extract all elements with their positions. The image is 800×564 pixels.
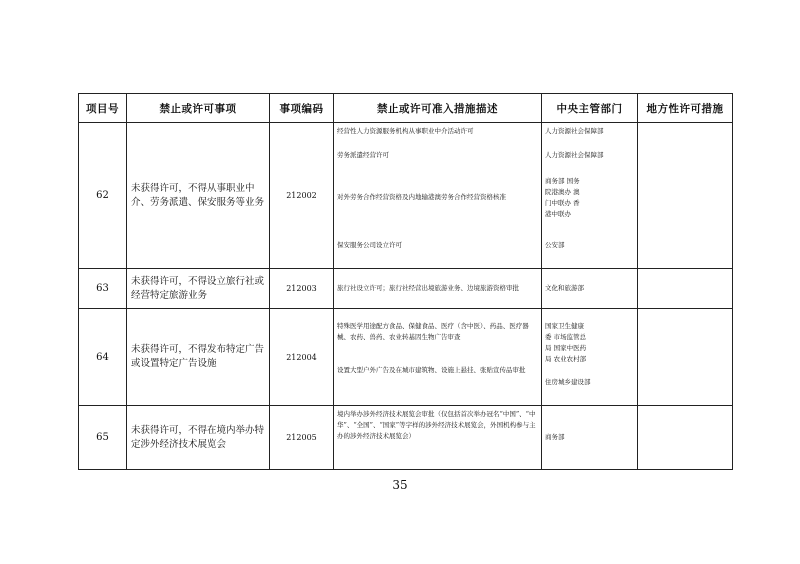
table-row (79, 406, 733, 470)
description-line: 境内举办涉外经济技术展览会审批（仅包括首次举办冠名“中国”、“中华”、“全国”、“国家”等字样的涉外经济技术展览会，外国机构参与主办的涉外经济技术展览会） (337, 410, 536, 440)
permit-table (78, 93, 733, 470)
dept-line: 文化和旅游部 (545, 284, 584, 292)
header-item-number: 项目号 (79, 94, 127, 123)
description-line: 劳务派遣经营许可 (337, 151, 389, 159)
table-row (79, 269, 733, 309)
dept-line: 住房城乡建设部 (545, 378, 591, 386)
dept-cell (542, 406, 638, 470)
item-code: 212004 (270, 309, 334, 406)
item-number: 65 (79, 406, 127, 470)
description-line: 设置大型户外广告及在城市建筑物、设施上悬挂、张贴宣传品审批 (337, 366, 526, 374)
table-row (79, 123, 733, 269)
item-code: 212002 (270, 123, 334, 269)
header-item: 禁止或许可事项 (127, 94, 270, 123)
local-measure-cell (638, 406, 733, 470)
dept-cell (542, 123, 638, 269)
description-cell (334, 123, 542, 269)
item-text: 未获得许可，不得在境内举办特定涉外经济技术展览会 (127, 406, 270, 470)
header-local-measures: 地方性许可措施 (638, 94, 733, 123)
table-row (79, 309, 733, 406)
description-cell (334, 406, 542, 470)
description-line: 保安服务公司设立许可 (337, 241, 402, 249)
dept-line: 人力资源社会保障部 (545, 127, 604, 135)
header-code: 事项编码 (270, 94, 334, 123)
description-cell (334, 269, 542, 309)
dept-line: 人力资源社会保障部 (545, 151, 604, 159)
item-text: 未获得许可，不得设立旅行社或经营特定旅游业务 (127, 269, 270, 309)
description-line: 对外劳务合作经营资格及内地输港澳劳务合作经营资格核准 (337, 193, 506, 201)
item-number: 62 (79, 123, 127, 269)
header-description: 禁止或许可准入措施描述 (334, 94, 542, 123)
local-measure-cell (638, 309, 733, 406)
header-central-dept: 中央主管部门 (542, 94, 638, 123)
item-text: 未获得许可，不得发布特定广告或设置特定广告设施 (127, 309, 270, 406)
local-measure-cell (638, 269, 733, 309)
item-code: 212005 (270, 406, 334, 470)
description-cell (334, 309, 542, 406)
item-code: 212003 (270, 269, 334, 309)
dept-line: 公安部 (545, 241, 565, 249)
item-number: 64 (79, 309, 127, 406)
item-number: 63 (79, 269, 127, 309)
dept-line: 商务部 国务院港澳办 澳门中联办 香港中联办 (545, 177, 580, 218)
page-number: 35 (392, 478, 408, 492)
table-header-row (79, 94, 733, 123)
item-text: 未获得许可，不得从事职业中介、劳务派遣、保安服务等业务 (127, 123, 270, 269)
dept-line: 商务部 (545, 433, 565, 441)
description-line: 特殊医学用途配方食品、保健食品、医疗（含中医）、药品、医疗器械、农药、兽药、农业转基因生物广告审查 (337, 322, 529, 341)
local-measure-cell (638, 123, 733, 269)
description-line: 经营性人力资源服务机构从事职业中介活动许可 (337, 127, 474, 135)
dept-cell (542, 309, 638, 406)
dept-line: 国家卫生健康委 市场监管总局 国家中医药局 农业农村部 (545, 322, 587, 363)
dept-cell (542, 269, 638, 309)
description-line: 旅行社设立许可；旅行社经营出境旅游业务、边境旅游资格审批 (337, 284, 519, 292)
